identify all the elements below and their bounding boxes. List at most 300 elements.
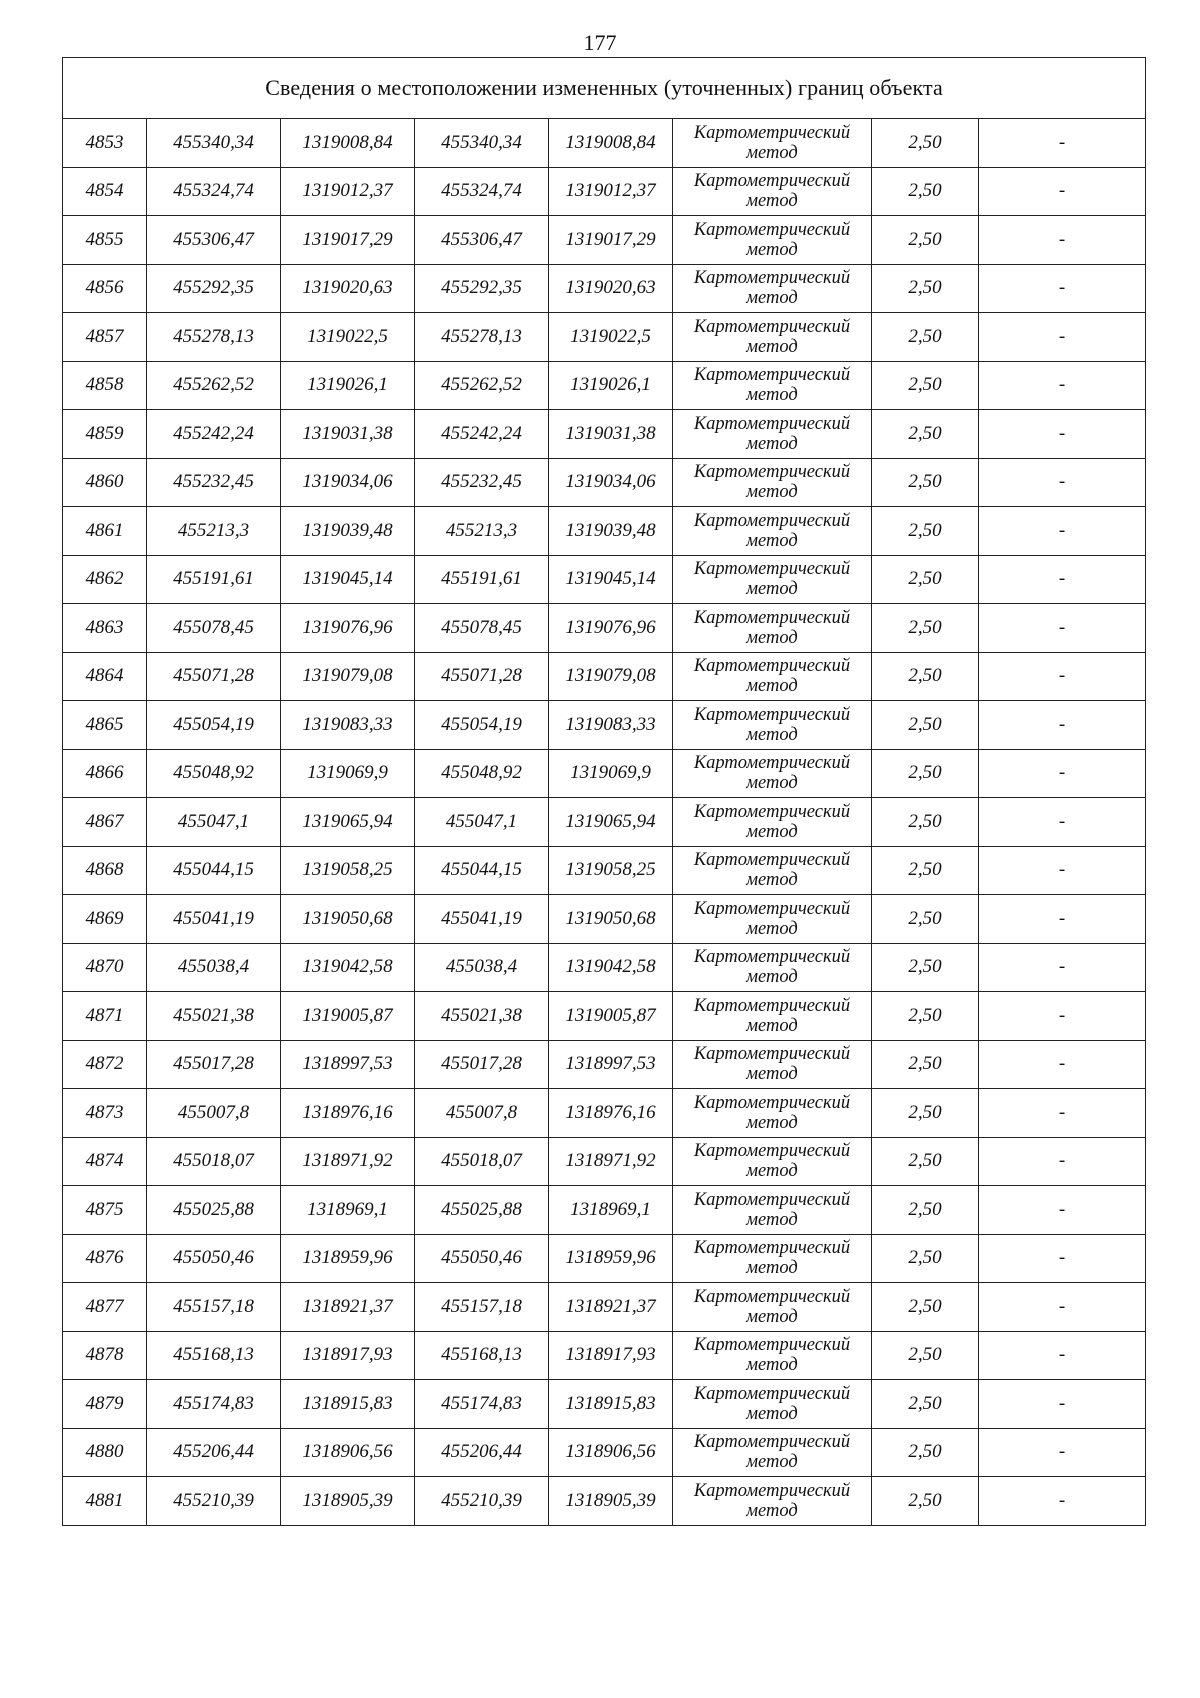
accuracy-cell: 2,50 — [872, 798, 979, 847]
old-y-cell: 1319012,37 — [281, 167, 415, 216]
method-cell — [673, 1186, 872, 1235]
old-x-cell: 455157,18 — [147, 1283, 281, 1332]
description-cell: - — [979, 1380, 1146, 1429]
new-x-cell: 455191,61 — [415, 555, 549, 604]
method-line-1: Картометрический — [693, 268, 851, 289]
table-row — [63, 1089, 1146, 1138]
old-x-cell: 455292,35 — [147, 264, 281, 313]
old-y-cell: 1319079,08 — [281, 652, 415, 701]
old-y-cell: 1318969,1 — [281, 1186, 415, 1235]
table-row — [63, 1331, 1146, 1380]
table-row — [63, 1234, 1146, 1283]
new-x-cell: 455206,44 — [415, 1428, 549, 1477]
method-line-2: метод — [746, 773, 798, 794]
accuracy-cell: 2,50 — [872, 361, 979, 410]
method-line-1: Картометрический — [693, 898, 851, 919]
new-y-cell: 1318906,56 — [549, 1428, 673, 1477]
old-x-cell: 455210,39 — [147, 1477, 281, 1526]
method-cell — [673, 313, 872, 362]
new-y-cell: 1319031,38 — [549, 410, 673, 459]
description-cell: - — [979, 895, 1146, 944]
new-y-cell: 1318976,16 — [549, 1089, 673, 1138]
method-line-2: метод — [746, 1403, 798, 1424]
new-x-cell: 455157,18 — [415, 1283, 549, 1332]
method-line-1: Картометрический — [693, 850, 851, 871]
method-cell — [673, 1234, 872, 1283]
method-line-1: Картометрический — [693, 1141, 851, 1162]
old-x-cell: 455324,74 — [147, 167, 281, 216]
table-header-row — [63, 58, 1146, 119]
old-x-cell: 455078,45 — [147, 604, 281, 653]
accuracy-cell: 2,50 — [872, 410, 979, 459]
old-y-cell: 1318976,16 — [281, 1089, 415, 1138]
description-cell: - — [979, 798, 1146, 847]
new-y-cell: 1319039,48 — [549, 507, 673, 556]
method-line-1: Картометрический — [693, 219, 851, 240]
method-line-1: Картометрический — [693, 559, 851, 580]
new-y-cell: 1319026,1 — [549, 361, 673, 410]
table-row — [63, 361, 1146, 410]
old-x-cell: 455007,8 — [147, 1089, 281, 1138]
point-number-cell: 4858 — [63, 361, 147, 410]
method-cell — [673, 119, 872, 168]
old-y-cell: 1319031,38 — [281, 410, 415, 459]
method-line-1: Картометрический — [693, 1480, 851, 1501]
description-cell: - — [979, 1283, 1146, 1332]
method-line-2: метод — [746, 1355, 798, 1376]
method-line-2: метод — [746, 385, 798, 406]
new-x-cell: 455168,13 — [415, 1331, 549, 1380]
table-row — [63, 1428, 1146, 1477]
method-line-2: метод — [746, 1306, 798, 1327]
method-cell — [673, 943, 872, 992]
method-line-1: Картометрический — [693, 995, 851, 1016]
new-y-cell: 1318921,37 — [549, 1283, 673, 1332]
old-y-cell: 1319058,25 — [281, 846, 415, 895]
accuracy-cell: 2,50 — [872, 216, 979, 265]
method-line-1: Картометрический — [693, 1335, 851, 1356]
description-cell: - — [979, 992, 1146, 1041]
new-x-cell: 455340,34 — [415, 119, 549, 168]
new-x-cell: 455213,3 — [415, 507, 549, 556]
old-y-cell: 1319069,9 — [281, 749, 415, 798]
point-number-cell: 4857 — [63, 313, 147, 362]
new-x-cell: 455054,19 — [415, 701, 549, 750]
table-row — [63, 846, 1146, 895]
page-number: 177 — [583, 30, 617, 55]
method-line-1: Картометрический — [693, 122, 851, 143]
description-cell: - — [979, 846, 1146, 895]
method-line-1: Картометрический — [693, 462, 851, 483]
accuracy-cell: 2,50 — [872, 119, 979, 168]
point-number-cell: 4877 — [63, 1283, 147, 1332]
old-y-cell: 1318906,56 — [281, 1428, 415, 1477]
old-x-cell: 455242,24 — [147, 410, 281, 459]
description-cell: - — [979, 652, 1146, 701]
old-y-cell: 1318915,83 — [281, 1380, 415, 1429]
new-y-cell: 1319008,84 — [549, 119, 673, 168]
description-cell: - — [979, 943, 1146, 992]
new-x-cell: 455078,45 — [415, 604, 549, 653]
old-y-cell: 1319042,58 — [281, 943, 415, 992]
old-x-cell: 455017,28 — [147, 1040, 281, 1089]
accuracy-cell: 2,50 — [872, 1428, 979, 1477]
new-x-cell: 455048,92 — [415, 749, 549, 798]
old-x-cell: 455041,19 — [147, 895, 281, 944]
method-cell — [673, 992, 872, 1041]
description-cell: - — [979, 1428, 1146, 1477]
old-y-cell: 1318917,93 — [281, 1331, 415, 1380]
old-y-cell: 1319050,68 — [281, 895, 415, 944]
old-x-cell: 455021,38 — [147, 992, 281, 1041]
method-line-1: Картометрический — [693, 1383, 851, 1404]
old-x-cell: 455047,1 — [147, 798, 281, 847]
description-cell: - — [979, 1089, 1146, 1138]
method-cell — [673, 264, 872, 313]
method-line-2: метод — [746, 433, 798, 454]
accuracy-cell: 2,50 — [872, 507, 979, 556]
old-y-cell: 1319022,5 — [281, 313, 415, 362]
accuracy-cell: 2,50 — [872, 749, 979, 798]
new-y-cell: 1319045,14 — [549, 555, 673, 604]
old-x-cell: 455206,44 — [147, 1428, 281, 1477]
new-y-cell: 1318971,92 — [549, 1137, 673, 1186]
table-body — [63, 119, 1146, 1526]
old-x-cell: 455191,61 — [147, 555, 281, 604]
table-row — [63, 410, 1146, 459]
new-x-cell: 455050,46 — [415, 1234, 549, 1283]
point-number-cell: 4873 — [63, 1089, 147, 1138]
new-x-cell: 455242,24 — [415, 410, 549, 459]
method-cell — [673, 1331, 872, 1380]
new-y-cell: 1319076,96 — [549, 604, 673, 653]
method-line-2: метод — [746, 676, 798, 697]
accuracy-cell: 2,50 — [872, 264, 979, 313]
point-number-cell: 4868 — [63, 846, 147, 895]
method-cell — [673, 216, 872, 265]
table-row — [63, 749, 1146, 798]
method-line-1: Картометрический — [693, 171, 851, 192]
new-y-cell: 1318905,39 — [549, 1477, 673, 1526]
method-line-1: Картометрический — [693, 607, 851, 628]
method-line-2: метод — [746, 967, 798, 988]
point-number-cell: 4867 — [63, 798, 147, 847]
new-y-cell: 1319079,08 — [549, 652, 673, 701]
table-title: Сведения о местоположении измененных (уточненных) границ объекта — [63, 58, 1146, 119]
accuracy-cell: 2,50 — [872, 1040, 979, 1089]
old-x-cell: 455071,28 — [147, 652, 281, 701]
method-line-1: Картометрический — [693, 510, 851, 531]
method-cell — [673, 1428, 872, 1477]
accuracy-cell: 2,50 — [872, 1380, 979, 1429]
new-y-cell: 1319069,9 — [549, 749, 673, 798]
new-x-cell: 455044,15 — [415, 846, 549, 895]
method-cell — [673, 1137, 872, 1186]
description-cell: - — [979, 701, 1146, 750]
new-x-cell: 455018,07 — [415, 1137, 549, 1186]
description-cell: - — [979, 604, 1146, 653]
old-x-cell: 455340,34 — [147, 119, 281, 168]
description-cell: - — [979, 167, 1146, 216]
description-cell: - — [979, 361, 1146, 410]
method-line-1: Картометрический — [693, 365, 851, 386]
old-x-cell: 455038,4 — [147, 943, 281, 992]
new-x-cell: 455021,38 — [415, 992, 549, 1041]
new-x-cell: 455007,8 — [415, 1089, 549, 1138]
description-cell: - — [979, 119, 1146, 168]
new-y-cell: 1319005,87 — [549, 992, 673, 1041]
description-cell: - — [979, 216, 1146, 265]
old-y-cell: 1319065,94 — [281, 798, 415, 847]
table-row — [63, 216, 1146, 265]
table-row — [63, 313, 1146, 362]
method-cell — [673, 701, 872, 750]
point-number-cell: 4874 — [63, 1137, 147, 1186]
method-line-2: метод — [746, 1500, 798, 1521]
description-cell: - — [979, 458, 1146, 507]
old-y-cell: 1318997,53 — [281, 1040, 415, 1089]
accuracy-cell: 2,50 — [872, 604, 979, 653]
point-number-cell: 4871 — [63, 992, 147, 1041]
accuracy-cell: 2,50 — [872, 895, 979, 944]
description-cell: - — [979, 507, 1146, 556]
description-cell: - — [979, 1331, 1146, 1380]
accuracy-cell: 2,50 — [872, 652, 979, 701]
old-y-cell: 1319083,33 — [281, 701, 415, 750]
method-line-1: Картометрический — [693, 316, 851, 337]
point-number-cell: 4854 — [63, 167, 147, 216]
accuracy-cell: 2,50 — [872, 1234, 979, 1283]
new-y-cell: 1318969,1 — [549, 1186, 673, 1235]
table-row — [63, 652, 1146, 701]
method-line-1: Картометрический — [693, 801, 851, 822]
method-line-2: метод — [746, 821, 798, 842]
method-cell — [673, 798, 872, 847]
accuracy-cell: 2,50 — [872, 1331, 979, 1380]
method-cell — [673, 604, 872, 653]
new-y-cell: 1319034,06 — [549, 458, 673, 507]
old-x-cell: 455174,83 — [147, 1380, 281, 1429]
method-line-2: метод — [746, 1064, 798, 1085]
new-y-cell: 1319017,29 — [549, 216, 673, 265]
method-cell — [673, 507, 872, 556]
method-line-1: Картометрический — [693, 947, 851, 968]
new-x-cell: 455324,74 — [415, 167, 549, 216]
point-number-cell: 4860 — [63, 458, 147, 507]
old-x-cell: 455278,13 — [147, 313, 281, 362]
new-y-cell: 1319012,37 — [549, 167, 673, 216]
method-line-1: Картометрический — [693, 656, 851, 677]
point-number-cell: 4876 — [63, 1234, 147, 1283]
table-row — [63, 1186, 1146, 1235]
old-x-cell: 455025,88 — [147, 1186, 281, 1235]
point-number-cell: 4853 — [63, 119, 147, 168]
table-row — [63, 1040, 1146, 1089]
old-x-cell: 455048,92 — [147, 749, 281, 798]
method-cell — [673, 1380, 872, 1429]
new-x-cell: 455174,83 — [415, 1380, 549, 1429]
description-cell: - — [979, 749, 1146, 798]
method-line-2: метод — [746, 1015, 798, 1036]
description-cell: - — [979, 1137, 1146, 1186]
table-row — [63, 1137, 1146, 1186]
new-y-cell: 1319022,5 — [549, 313, 673, 362]
old-x-cell: 455232,45 — [147, 458, 281, 507]
accuracy-cell: 2,50 — [872, 943, 979, 992]
description-cell: - — [979, 555, 1146, 604]
method-cell — [673, 458, 872, 507]
accuracy-cell: 2,50 — [872, 458, 979, 507]
old-x-cell: 455054,19 — [147, 701, 281, 750]
old-x-cell: 455018,07 — [147, 1137, 281, 1186]
new-x-cell: 455292,35 — [415, 264, 549, 313]
table-row — [63, 895, 1146, 944]
accuracy-cell: 2,50 — [872, 313, 979, 362]
table-row — [63, 992, 1146, 1041]
description-cell: - — [979, 1186, 1146, 1235]
old-y-cell: 1318905,39 — [281, 1477, 415, 1526]
description-cell: - — [979, 1234, 1146, 1283]
method-line-1: Картометрический — [693, 1044, 851, 1065]
method-cell — [673, 167, 872, 216]
method-cell — [673, 1477, 872, 1526]
description-cell: - — [979, 410, 1146, 459]
table-row — [63, 604, 1146, 653]
point-number-cell: 4855 — [63, 216, 147, 265]
accuracy-cell: 2,50 — [872, 1137, 979, 1186]
boundary-coordinates-table — [62, 57, 1146, 1526]
new-x-cell: 455306,47 — [415, 216, 549, 265]
accuracy-cell: 2,50 — [872, 846, 979, 895]
description-cell: - — [979, 313, 1146, 362]
point-number-cell: 4872 — [63, 1040, 147, 1089]
accuracy-cell: 2,50 — [872, 1089, 979, 1138]
method-line-1: Картометрический — [693, 753, 851, 774]
point-number-cell: 4862 — [63, 555, 147, 604]
new-x-cell: 455025,88 — [415, 1186, 549, 1235]
new-x-cell: 455210,39 — [415, 1477, 549, 1526]
method-cell — [673, 1040, 872, 1089]
new-y-cell: 1318997,53 — [549, 1040, 673, 1089]
description-cell: - — [979, 1040, 1146, 1089]
table-row — [63, 167, 1146, 216]
new-y-cell: 1319042,58 — [549, 943, 673, 992]
table-row — [63, 1477, 1146, 1526]
point-number-cell: 4869 — [63, 895, 147, 944]
description-cell: - — [979, 264, 1146, 313]
point-number-cell: 4861 — [63, 507, 147, 556]
point-number-cell: 4865 — [63, 701, 147, 750]
method-line-1: Картометрический — [693, 1238, 851, 1259]
new-y-cell: 1319083,33 — [549, 701, 673, 750]
point-number-cell: 4856 — [63, 264, 147, 313]
point-number-cell: 4870 — [63, 943, 147, 992]
method-line-2: метод — [746, 579, 798, 600]
method-line-1: Картометрический — [693, 1432, 851, 1453]
new-x-cell: 455047,1 — [415, 798, 549, 847]
table-row — [63, 1283, 1146, 1332]
table-row — [63, 507, 1146, 556]
description-cell: - — [979, 1477, 1146, 1526]
point-number-cell: 4859 — [63, 410, 147, 459]
table-row — [63, 119, 1146, 168]
new-y-cell: 1318959,96 — [549, 1234, 673, 1283]
old-y-cell: 1319026,1 — [281, 361, 415, 410]
method-cell — [673, 1089, 872, 1138]
point-number-cell: 4863 — [63, 604, 147, 653]
method-line-2: метод — [746, 627, 798, 648]
method-line-2: метод — [746, 142, 798, 163]
point-number-cell: 4879 — [63, 1380, 147, 1429]
new-x-cell: 455041,19 — [415, 895, 549, 944]
point-number-cell: 4881 — [63, 1477, 147, 1526]
new-y-cell: 1318917,93 — [549, 1331, 673, 1380]
method-line-1: Картометрический — [693, 1092, 851, 1113]
new-y-cell: 1319065,94 — [549, 798, 673, 847]
new-x-cell: 455278,13 — [415, 313, 549, 362]
old-y-cell: 1319017,29 — [281, 216, 415, 265]
table-row — [63, 264, 1146, 313]
method-cell — [673, 652, 872, 701]
method-line-2: метод — [746, 239, 798, 260]
old-x-cell: 455168,13 — [147, 1331, 281, 1380]
accuracy-cell: 2,50 — [872, 167, 979, 216]
old-y-cell: 1319020,63 — [281, 264, 415, 313]
new-x-cell: 455262,52 — [415, 361, 549, 410]
table-row — [63, 555, 1146, 604]
table-row — [63, 1380, 1146, 1429]
method-line-1: Картометрический — [693, 1189, 851, 1210]
table-row — [63, 798, 1146, 847]
table-row — [63, 701, 1146, 750]
method-line-2: метод — [746, 1112, 798, 1133]
old-x-cell: 455262,52 — [147, 361, 281, 410]
accuracy-cell: 2,50 — [872, 701, 979, 750]
method-line-1: Картометрический — [693, 413, 851, 434]
method-line-2: метод — [746, 918, 798, 939]
old-y-cell: 1319005,87 — [281, 992, 415, 1041]
old-x-cell: 455306,47 — [147, 216, 281, 265]
new-y-cell: 1319058,25 — [549, 846, 673, 895]
method-line-2: метод — [746, 336, 798, 357]
method-line-2: метод — [746, 1258, 798, 1279]
old-x-cell: 455044,15 — [147, 846, 281, 895]
old-y-cell: 1319076,96 — [281, 604, 415, 653]
method-line-2: метод — [746, 191, 798, 212]
new-x-cell: 455232,45 — [415, 458, 549, 507]
method-line-2: метод — [746, 288, 798, 309]
new-y-cell: 1319050,68 — [549, 895, 673, 944]
old-y-cell: 1319008,84 — [281, 119, 415, 168]
new-x-cell: 455038,4 — [415, 943, 549, 992]
old-y-cell: 1318959,96 — [281, 1234, 415, 1283]
method-cell — [673, 1283, 872, 1332]
old-x-cell: 455050,46 — [147, 1234, 281, 1283]
new-y-cell: 1318915,83 — [549, 1380, 673, 1429]
old-y-cell: 1319045,14 — [281, 555, 415, 604]
method-line-1: Картометрический — [693, 1286, 851, 1307]
point-number-cell: 4864 — [63, 652, 147, 701]
point-number-cell: 4880 — [63, 1428, 147, 1477]
point-number-cell: 4866 — [63, 749, 147, 798]
new-y-cell: 1319020,63 — [549, 264, 673, 313]
accuracy-cell: 2,50 — [872, 1477, 979, 1526]
method-cell — [673, 555, 872, 604]
old-y-cell: 1318921,37 — [281, 1283, 415, 1332]
method-line-2: метод — [746, 482, 798, 503]
accuracy-cell: 2,50 — [872, 555, 979, 604]
old-y-cell: 1319039,48 — [281, 507, 415, 556]
